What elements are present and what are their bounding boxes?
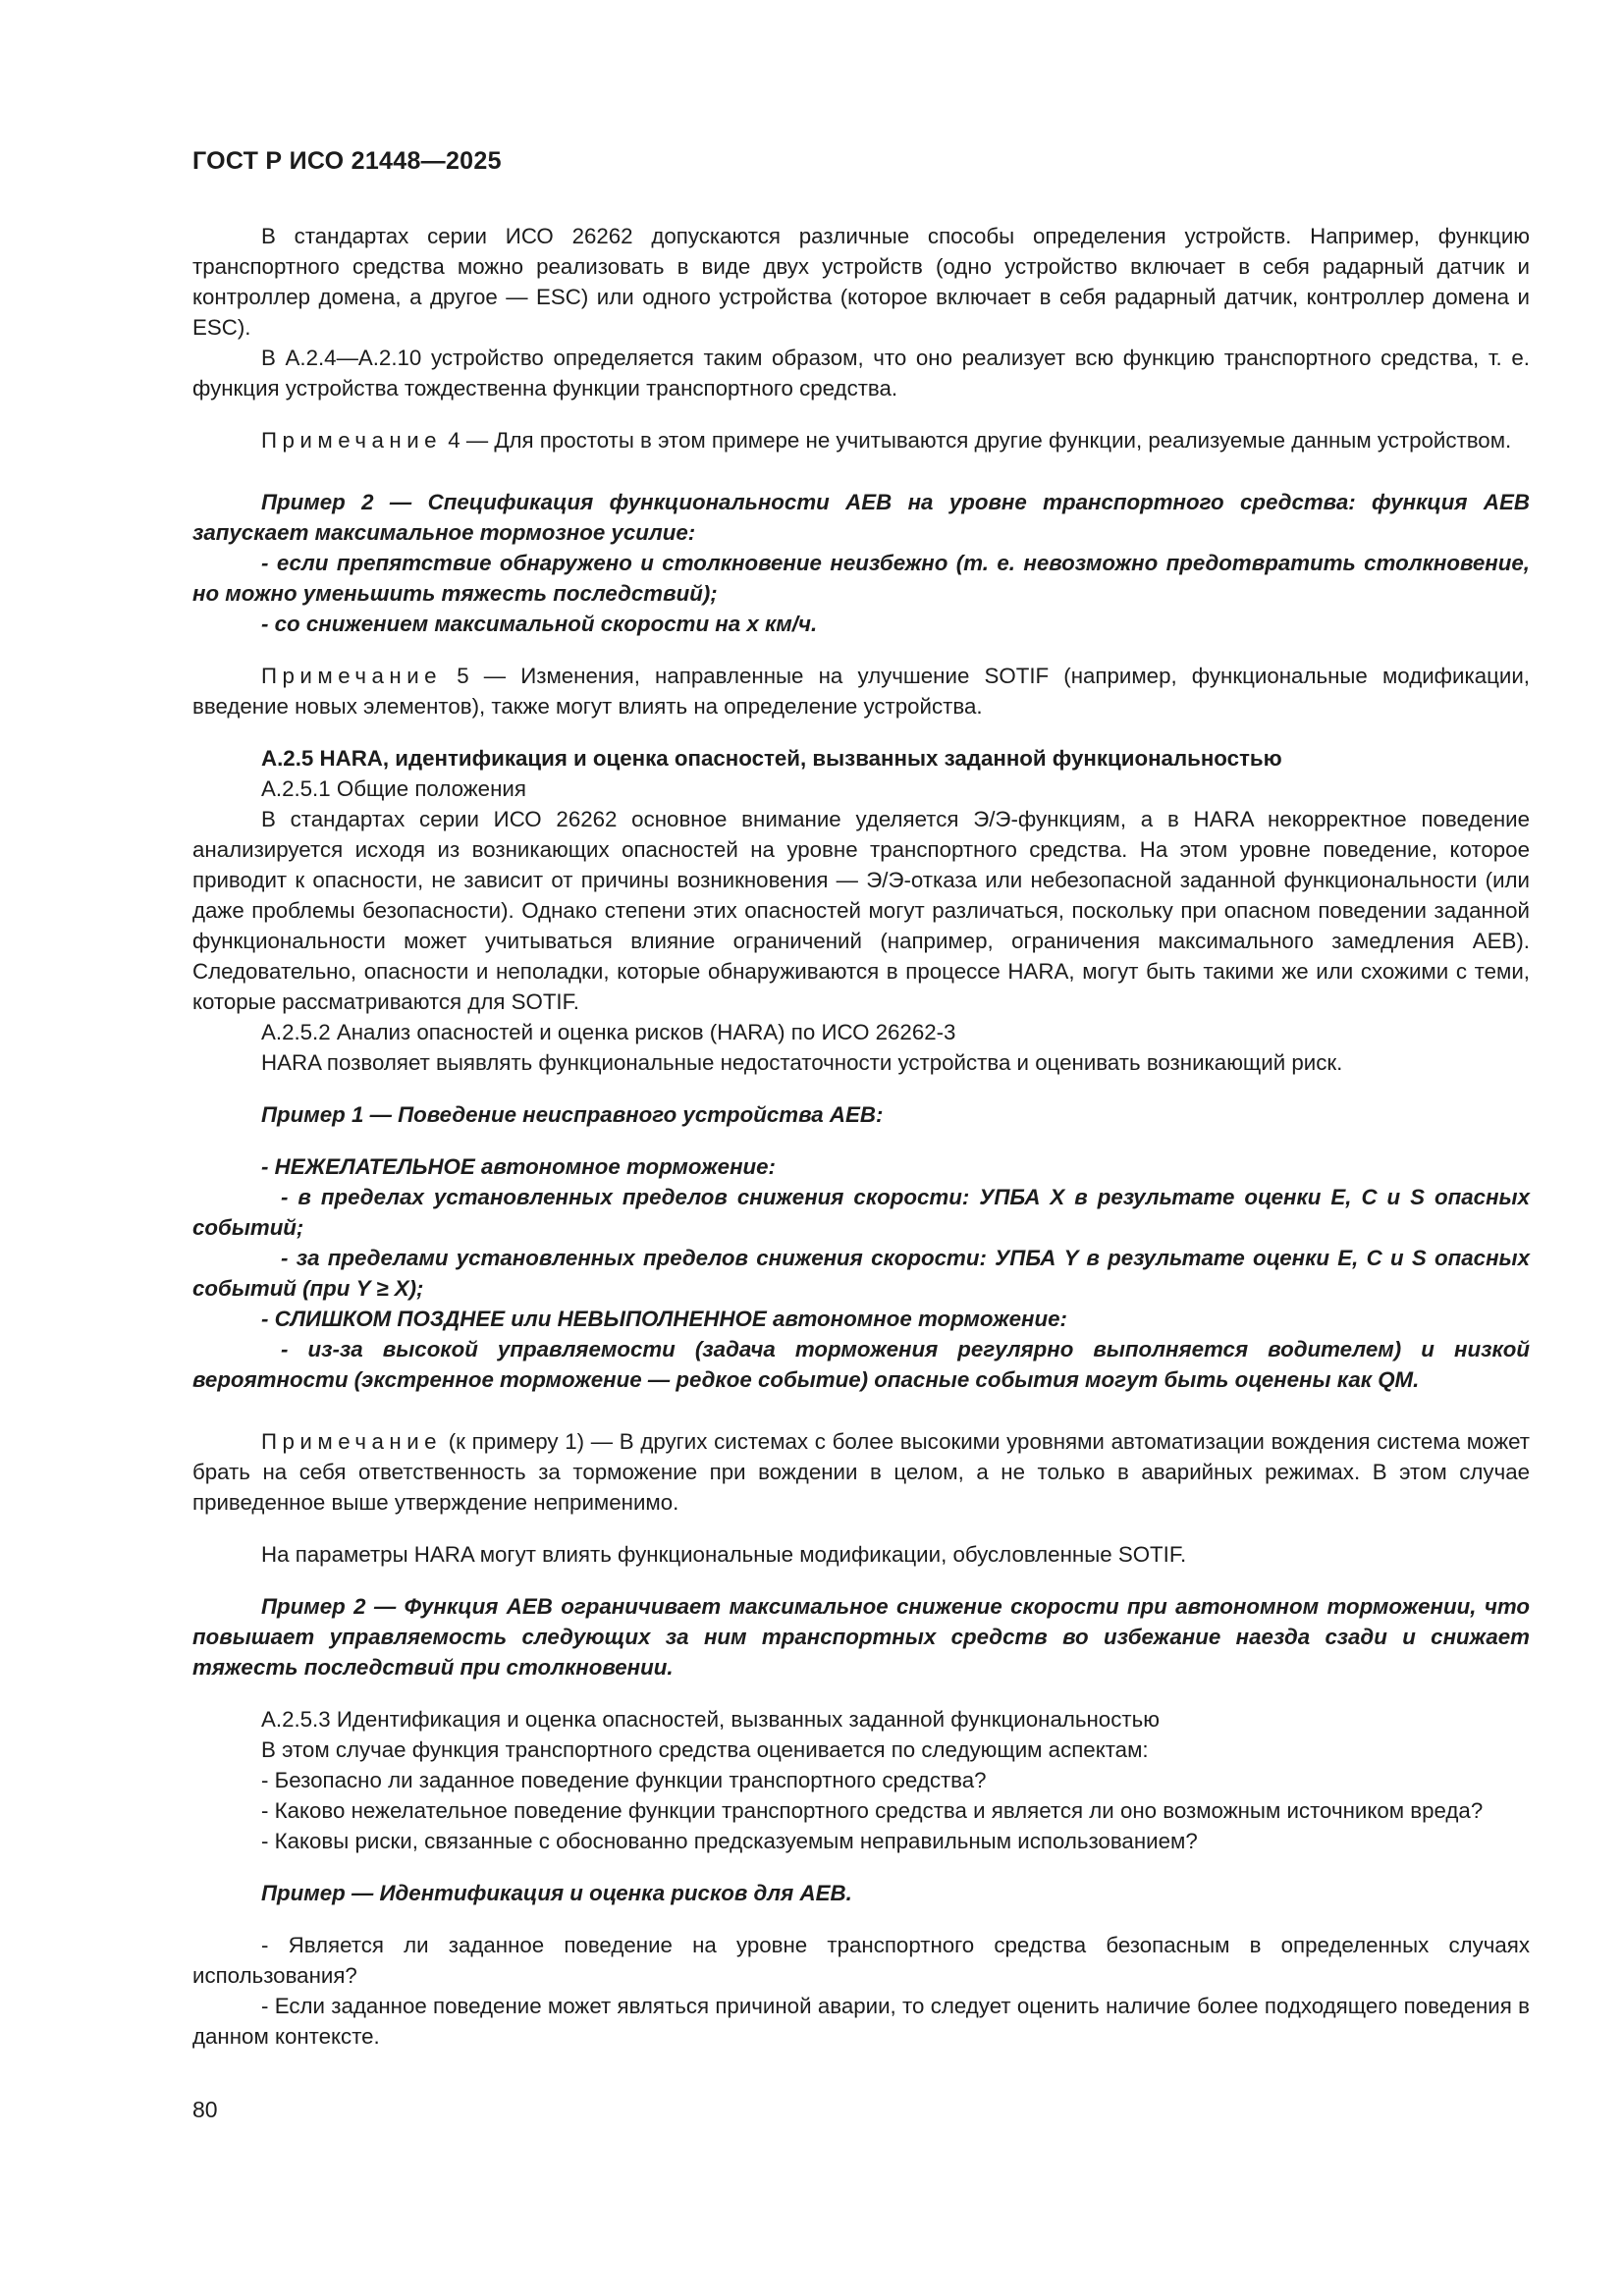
subsection-heading-a253: А.2.5.3 Идентификация и оценка опасностей, вызванных заданной функциональностью xyxy=(261,1707,1160,1732)
note-text: (к примеру 1) — В других системах с более высокими уровнями автоматизации вождения система может брать на себя ответственность за торможение при вождении в целом, а не только в аварийных режимах. В этом случае приведенное выше утверждение неприменимо. xyxy=(192,1429,1530,1515)
paragraph: В этом случае функция транспортного средства оценивается по следующим аспектам: xyxy=(261,1737,1149,1762)
list-item: - Каково нежелательное поведение функции транспортного средства и является ли оно возможным источником вреда? xyxy=(261,1798,1484,1823)
note-4 xyxy=(192,425,1530,455)
example-2-bullet: - со снижением максимальной скорости на х км/ч. xyxy=(261,612,818,636)
example-2-heading: Пример 2 — Спецификация функциональности AEB на уровне транспортного средства: функция AEB запускает максимальное тормозное усилие: xyxy=(192,490,1530,545)
section-heading-a25: А.2.5 HARA, идентификация и оценка опасностей, вызванных заданной функциональностью xyxy=(261,746,1282,771)
example-1-subbullet: - из-за высокой управляемости (задача торможения регулярно выполняется водителем) и низкой вероятности (экстренное торможение — редкое событие) опасные события могут быть оценены как QM. xyxy=(192,1337,1530,1392)
paragraph: HARA позволяет выявлять функциональные недостаточности устройства и оценивать возникающий риск. xyxy=(261,1050,1343,1075)
note-label: Примечание xyxy=(261,664,443,688)
example-risk-heading: Пример — Идентификация и оценка рисков для AEB. xyxy=(261,1881,852,1905)
document-header: ГОСТ Р ИСО 21448—2025 xyxy=(192,147,502,175)
note-label: Примечание xyxy=(261,428,443,453)
note-label: Примечание xyxy=(261,1429,443,1454)
note-5 xyxy=(192,661,1530,721)
list-item: - Если заданное поведение может являться причиной аварии, то следует оценить наличие более подходящего поведения в данном контексте. xyxy=(192,1994,1530,2049)
example-1-bullet: - НЕЖЕЛАТЕЛЬНОЕ автономное торможение: xyxy=(261,1154,776,1179)
paragraph: В стандартах серии ИСО 26262 допускаются различные способы определения устройств. Например, функцию транспортного средства можно реализовать в виде двух устройств (одно устройство включает в себя радарный датчик и контроллер домена, а другое — ESC) или одного устройства (которое включает в себя радарный датчик, контроллер домена и ESC). xyxy=(192,224,1530,340)
list-item: - Является ли заданное поведение на уровне транспортного средства безопасным в определенных случаях использования? xyxy=(192,1933,1530,1988)
paragraph: В стандартах серии ИСО 26262 основное внимание уделяется Э/Э-функциям, а в HARA некорректное поведение анализируется исходя из возникающих опасностей на уровне транспортного средства. На этом уровне поведение, которое приводит к опасности, не зависит от причины возникновения — Э/Э-отказа или небезопасной заданной функциональности (или даже проблемы безопасности). Однако степени этих опасностей могут различаться, поскольку при опасном поведении заданной функциональности может учитываться влияние ограничений (например, ограничения максимального замедления AEB). Следовательно, опасности и неполадки, которые обнаруживаются в процессе HARA, могут быть такими же или схожими с теми, которые рассматриваются для SOTIF. xyxy=(192,807,1530,1014)
paragraph: На параметры HARA могут влиять функциональные модификации, обусловленные SOTIF. xyxy=(261,1542,1187,1567)
note-example-1 xyxy=(192,1426,1530,1518)
page-content xyxy=(192,221,1530,2052)
subsection-heading-a252: А.2.5.2 Анализ опасностей и оценка рисков (HARA) по ИСО 26262-3 xyxy=(261,1020,956,1044)
example-1-bullet: - СЛИШКОМ ПОЗДНЕЕ или НЕВЫПОЛНЕННОЕ автономное торможение: xyxy=(261,1307,1067,1331)
list-item: - Каковы риски, связанные с обоснованно предсказуемым неправильным использованием? xyxy=(261,1829,1198,1853)
paragraph: В А.2.4—А.2.10 устройство определяется таким образом, что оно реализует всю функцию транспортного средства, т. е. функция устройства тождественна функции транспортного средства. xyxy=(192,346,1530,400)
page-number: 80 xyxy=(192,2097,218,2122)
list-item: - Безопасно ли заданное поведение функции транспортного средства? xyxy=(261,1768,987,1792)
note-text: 4 — Для простоты в этом примере не учитываются другие функции, реализуемые данным устройством. xyxy=(442,428,1512,453)
example-1-subbullet: - в пределах установленных пределов снижения скорости: УПБА X в результате оценки E, C и S опасных событий; xyxy=(192,1185,1530,1240)
example-2-bullet: - если препятствие обнаружено и столкновение неизбежно (т. е. невозможно предотвратить столкновение, но можно уменьшить тяжесть последствий); xyxy=(192,551,1530,606)
example-1-subbullet: - за пределами установленных пределов снижения скорости: УПБА Y в результате оценки E, C и S опасных событий (при Y ≥ X); xyxy=(192,1246,1530,1301)
note-text: 5 — Изменения, направленные на улучшение SOTIF (например, функциональные модификации, введение новых элементов), также могут влиять на определение устройства. xyxy=(192,664,1530,719)
example-2-function: Пример 2 — Функция AEB ограничивает максимальное снижение скорости при автономном торможении, что повышает управляемость следующих за ним транспортных средств во избежание наезда сзади и снижает тяжесть последствий при столкновении. xyxy=(192,1594,1530,1680)
example-1-heading: Пример 1 — Поведение неисправного устройства AEB: xyxy=(261,1102,884,1127)
subsection-heading-a251: А.2.5.1 Общие положения xyxy=(261,776,526,801)
